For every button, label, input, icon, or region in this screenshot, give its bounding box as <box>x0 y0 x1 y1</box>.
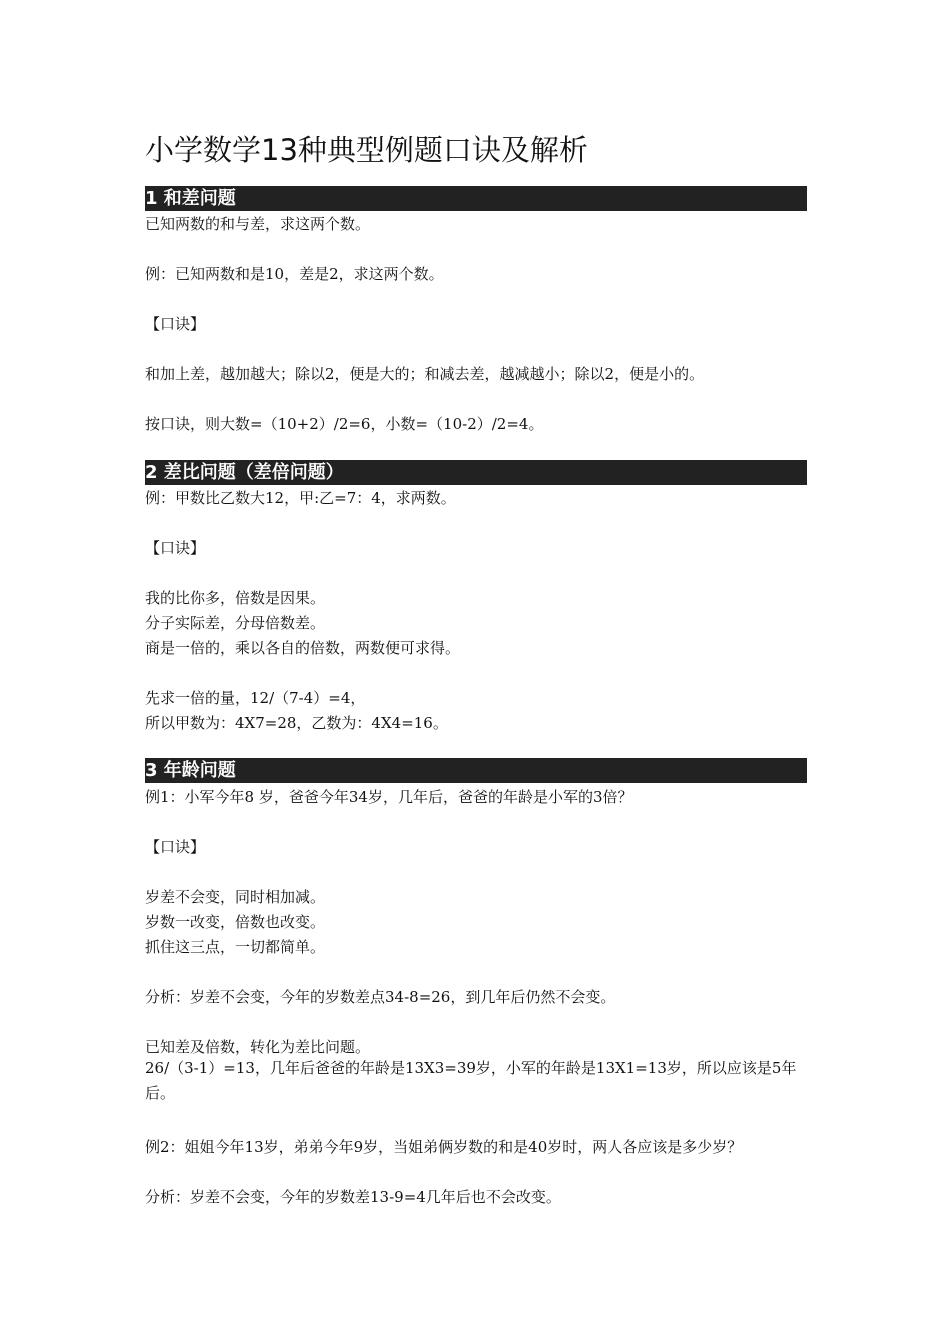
page-title: 小学数学13种典型例题口诀及解析 <box>145 133 588 167</box>
section-3-koujue-line: 岁数一改变，倍数也改变。 <box>145 913 326 931</box>
section-heading-2: 2 差比问题（差倍问题） <box>145 460 807 485</box>
section-3-example-1: 例1：小军今年8 岁，爸爸今年34岁，几年后，爸爸的年龄是小军的3倍？ <box>145 788 633 806</box>
section-3-analysis-2: 分析：岁差不会变，今年的岁数差13-9=4几年后也不会改变。 <box>145 1188 561 1206</box>
section-2-koujue-line: 分子实际差，分母倍数差。 <box>145 614 326 632</box>
section-2-example: 例：甲数比乙数大12，甲:乙=7：4，求两数。 <box>145 489 456 507</box>
section-3-koujue-line: 岁差不会变，同时相加减。 <box>145 888 326 906</box>
section-3-calculation: 26/（3-1）=13，几年后爸爸的年龄是13X3=39岁，小军的年龄是13X1=13岁，所以应该是5年后。 <box>145 1059 797 1102</box>
section-3-koujue-line: 抓住这三点，一切都简单。 <box>145 938 326 956</box>
section-1-answer: 按口诀，则大数=（10+2）/2=6，小数=（10-2）/2=4。 <box>145 415 544 433</box>
section-2-koujue-line: 商是一倍的，乘以各自的倍数，两数便可求得。 <box>145 639 461 657</box>
section-1-intro: 已知两数的和与差，求这两个数。 <box>145 215 371 233</box>
section-2-koujue-line: 我的比你多，倍数是因果。 <box>145 589 326 607</box>
section-1-koujue: 和加上差，越加越大；除以2，便是大的；和减去差，越减越小；除以2，便是小的。 <box>145 365 705 383</box>
section-1-example: 例：已知两数和是10，差是2，求这两个数。 <box>145 265 444 283</box>
section-heading-1: 1 和差问题 <box>145 186 807 211</box>
section-2-answer-line: 先求一倍的量，12/（7-4）=4， <box>145 689 366 707</box>
section-3-koujue-label: 【口诀】 <box>145 838 206 856</box>
section-2-answer-line: 所以甲数为：4X7=28，乙数为：4X4=16。 <box>145 714 448 732</box>
section-2-koujue-label: 【口诀】 <box>145 539 206 557</box>
section-3-example-2: 例2：姐姐今年13岁，弟弟今年9岁，当姐弟俩岁数的和是40岁时，两人各应该是多少岁？ <box>145 1138 743 1156</box>
section-3-analysis-1: 分析：岁差不会变，今年的岁数差点34-8=26，到几年后仍然不会变。 <box>145 988 616 1006</box>
section-3-convert: 已知差及倍数，转化为差比问题。 <box>145 1038 371 1056</box>
section-1-koujue-label: 【口诀】 <box>145 315 206 333</box>
section-heading-3: 3 年龄问题 <box>145 758 807 783</box>
